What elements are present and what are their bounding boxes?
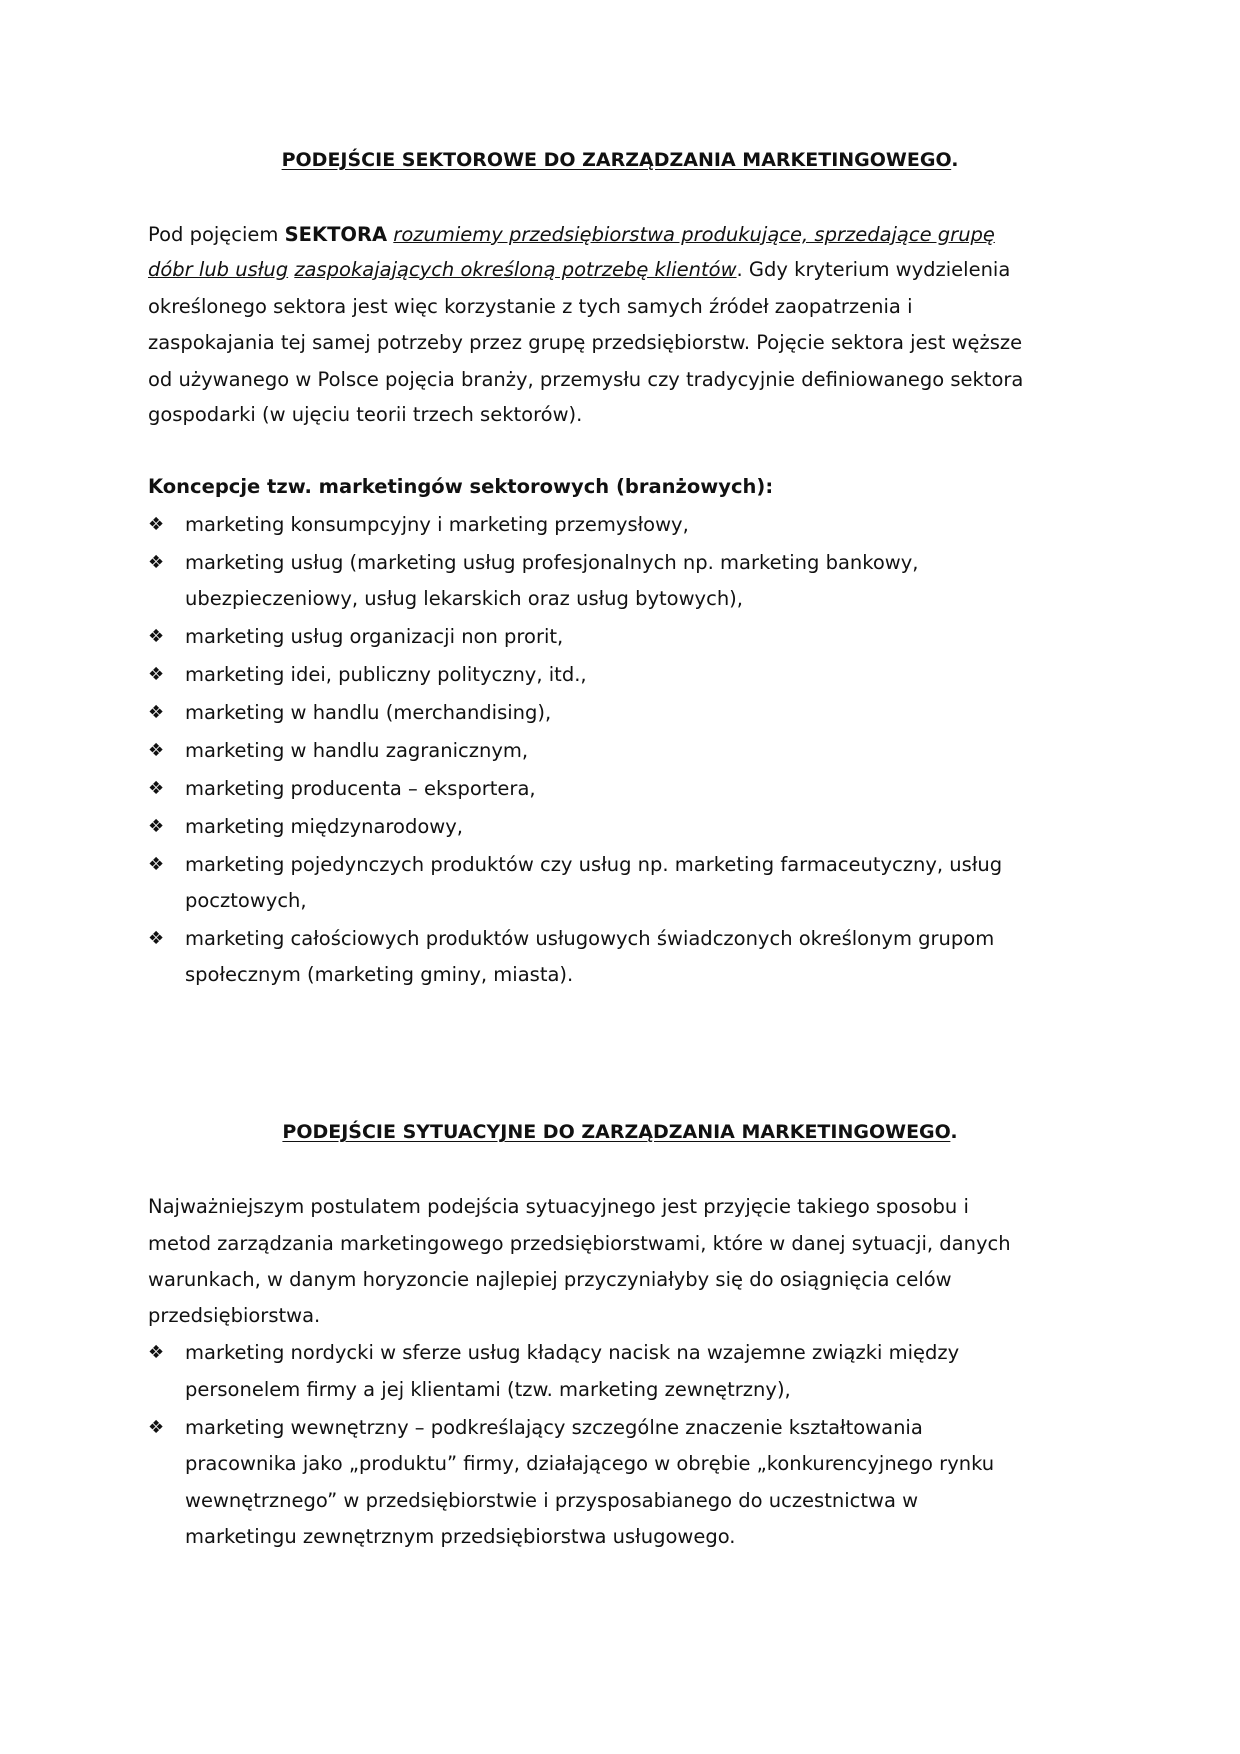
paragraph-line: metod zarządzania marketingowego przedsiębiorstwami, które w danej sytuacji, danych [148, 1232, 1011, 1255]
list-item: pocztowych, [185, 889, 307, 912]
section-title-situational: PODEJŚCIE SYTUACYJNE DO ZARZĄDZANIA MARKETINGOWEGO. [282, 1121, 958, 1143]
list-item: ubezpieczeniowy, usług lekarskich oraz usług bytowych), [185, 587, 743, 610]
bullet-diamond-icon: ❖ [148, 816, 165, 837]
bullet-diamond-icon: ❖ [148, 626, 165, 647]
list-item: marketing całościowych produktów usługowych świadczonych określonym grupom [185, 927, 995, 950]
list-item: marketingu zewnętrznym przedsiębiorstwa usługowego. [185, 1525, 736, 1548]
list-item: marketing nordycki w sferze usług kładący nacisk na wzajemne związki między [185, 1341, 960, 1364]
list-item: marketing usług (marketing usług profesjonalnych np. marketing bankowy, [185, 551, 919, 574]
list-item: marketing w handlu (merchandising), [185, 701, 552, 724]
paragraph-line: gospodarki (w ujęciu teorii trzech sektorów). [148, 403, 583, 426]
list-item: marketing konsumpcyjny i marketing przemysłowy, [185, 513, 689, 536]
list-item: marketing producenta – eksportera, [185, 777, 536, 800]
list-item: marketing międzynarodowy, [185, 815, 463, 838]
bullet-diamond-icon: ❖ [148, 514, 165, 535]
paragraph-line: warunkach, w danym horyzoncie najlepiej przyczyniałyby się do osiągnięcia celów [148, 1268, 952, 1291]
bullet-diamond-icon: ❖ [148, 928, 165, 949]
bullet-diamond-icon: ❖ [148, 664, 165, 685]
list-item: pracownika jako „produktu” firmy, działającego w obrębie „konkurencyjnego rynku [185, 1452, 995, 1475]
bullet-diamond-icon: ❖ [148, 702, 165, 723]
paragraph-line: Pod pojęciem SEKTORA rozumiemy przedsiębiorstwa produkujące, sprzedające grupę [148, 223, 995, 246]
list-heading: Koncepcje tzw. marketingów sektorowych (branżowych): [148, 475, 774, 498]
bullet-diamond-icon: ❖ [148, 1416, 165, 1438]
bullet-diamond-icon: ❖ [148, 552, 165, 573]
list-item: wewnętrznego” w przedsiębiorstwie i przysposabianego do uczestnictwa w [185, 1488, 919, 1512]
paragraph-line: od używanego w Polsce pojęcia branży, przemysłu czy tradycyjnie definiowanego sektora [148, 368, 1024, 391]
list-item: marketing usług organizacji non prorit, [185, 625, 564, 648]
bullet-diamond-icon: ❖ [148, 740, 165, 761]
list-item: marketing w handlu zagranicznym, [185, 739, 529, 762]
bullet-diamond-icon: ❖ [148, 854, 165, 875]
section-title-sector: PODEJŚCIE SEKTOROWE DO ZARZĄDZANIA MARKETINGOWEGO. [281, 149, 959, 171]
paragraph-line: Najważniejszym postulatem podejścia sytuacyjnego jest przyjęcie takiego sposobu i [148, 1195, 969, 1218]
paragraph-line: określonego sektora jest więc korzystanie z tych samych źródeł zaopatrzenia i [148, 295, 913, 318]
list-item: marketing idei, publiczny polityczny, itd., [185, 663, 587, 686]
bullet-diamond-icon: ❖ [148, 778, 165, 799]
list-item: marketing pojedynczych produktów czy usług np. marketing farmaceutyczny, usług [185, 853, 1003, 876]
list-item: personelem firmy a jej klientami (tzw. marketing zewnętrzny), [185, 1377, 791, 1401]
paragraph-line: zaspokajania tej samej potrzeby przez grupę przedsiębiorstw. Pojęcie sektora jest węższe [148, 331, 1023, 354]
list-item: społecznym (marketing gminy, miasta). [185, 963, 574, 986]
paragraph-line: dóbr lub usług zaspokajających określoną potrzebę klientów. Gdy kryterium wydzielenia [148, 258, 1011, 281]
paragraph-line: przedsiębiorstwa. [148, 1304, 321, 1327]
list-item: marketing wewnętrzny – podkreślający szczególne znaczenie kształtowania [185, 1415, 923, 1439]
bullet-diamond-icon: ❖ [148, 1342, 165, 1363]
